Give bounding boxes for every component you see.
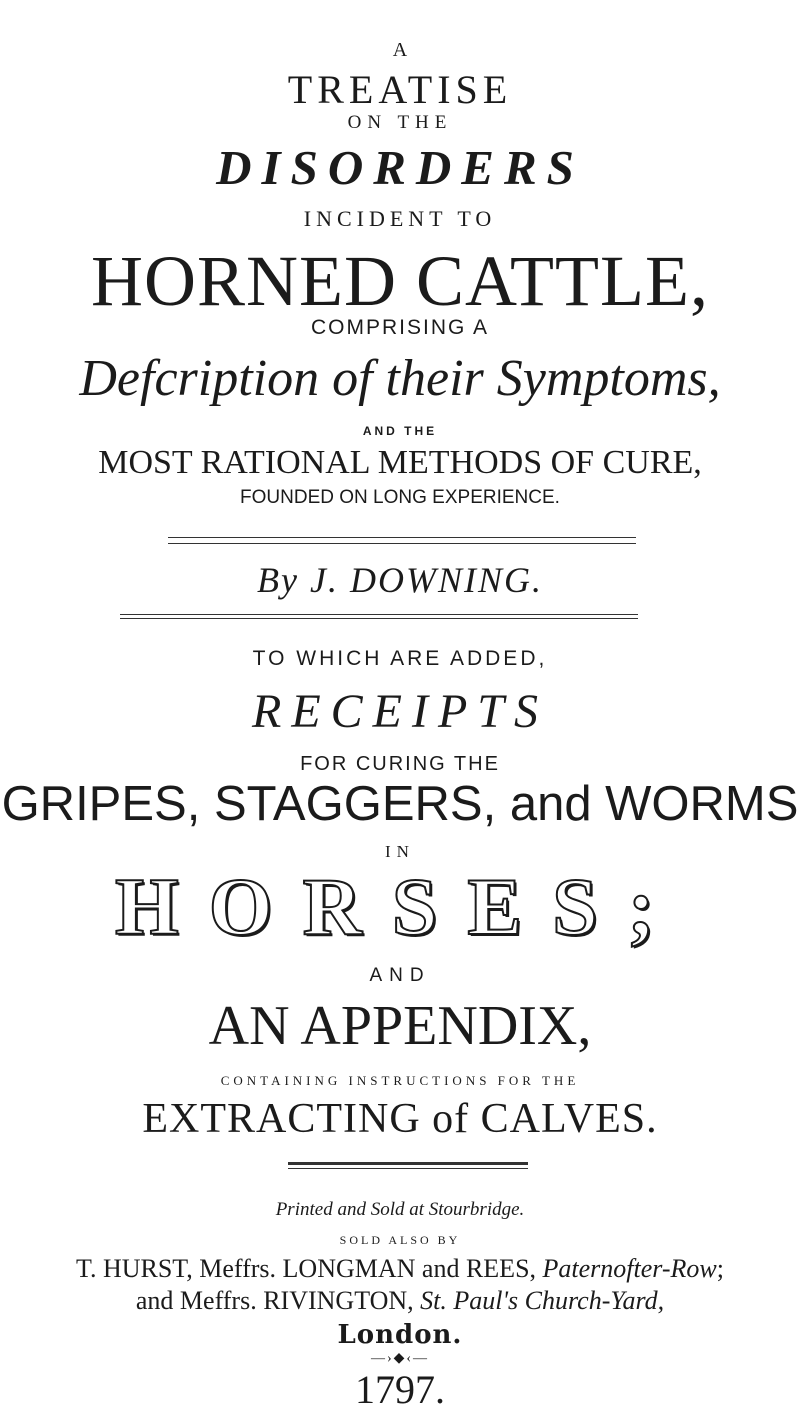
addition-to-which: TO WHICH ARE ADDED,	[252, 647, 548, 670]
title-horned-cattle: HORNED CATTLE,	[91, 241, 709, 321]
imprint-printed: Printed and Sold at Stourbridge.	[275, 1199, 525, 1220]
double-rule-bottom-2	[120, 618, 638, 619]
sellers-punct-1: ;	[716, 1254, 724, 1283]
addition-ailments: GRIPES, STAGGERS, and WORMS	[1, 777, 799, 831]
title-disorders: DISORDERS	[216, 140, 584, 195]
subtitle-founded: FOUNDED ON LONG EXPERIENCE.	[240, 487, 560, 508]
sellers-names-1: T. HURST, Meffrs. LONGMAN and REES,	[76, 1254, 543, 1283]
imprint-sold-also: SOLD ALSO BY	[339, 1233, 461, 1247]
addition-for-curing: FOR CURING THE	[300, 753, 500, 775]
ornament-icon: —›◆‹—	[370, 1351, 430, 1366]
sellers-place-2: St. Paul's Church-Yard,	[420, 1286, 665, 1315]
addition-and: AND	[369, 965, 431, 986]
addition-horses: HORSES;	[115, 861, 685, 952]
subtitle-comprising: COMPRISING A	[310, 316, 490, 339]
imprint-city: London.	[337, 1320, 463, 1350]
sellers-place-1: Paternofter-Row	[542, 1254, 717, 1283]
subtitle-description: Defcription of their Symptoms,	[79, 350, 721, 407]
imprint-year: 1797.	[355, 1367, 445, 1412]
subtitle-methods: MOST RATIONAL METHODS OF CURE,	[98, 444, 702, 481]
addition-appendix: AN APPENDIX,	[208, 995, 592, 1057]
title-treatise: TREATISE	[287, 67, 513, 112]
addition-in: IN	[385, 842, 415, 861]
double-rule-bottom	[120, 614, 638, 615]
title-article: A	[392, 39, 408, 61]
thin-rule	[288, 1168, 528, 1169]
imprint-sellers-line-1	[0, 1256, 800, 1282]
double-rule-top	[168, 537, 636, 538]
author-line: By J. DOWNING.	[257, 560, 543, 600]
double-rule-top-2	[168, 543, 636, 544]
imprint-sellers-line-2	[0, 1288, 800, 1314]
title-on-the: ON THE	[347, 112, 453, 133]
subtitle-and-the: AND THE	[362, 424, 438, 438]
sellers-names-2: and Meffrs. RIVINGTON,	[135, 1286, 421, 1315]
thick-rule	[288, 1162, 528, 1165]
addition-receipts: RECEIPTS	[252, 685, 548, 738]
addition-containing: CONTAINING INSTRUCTIONS FOR THE	[220, 1073, 580, 1088]
addition-extracting: EXTRACTING of CALVES.	[142, 1096, 658, 1142]
title-incident-to: INCIDENT TO	[303, 206, 497, 231]
